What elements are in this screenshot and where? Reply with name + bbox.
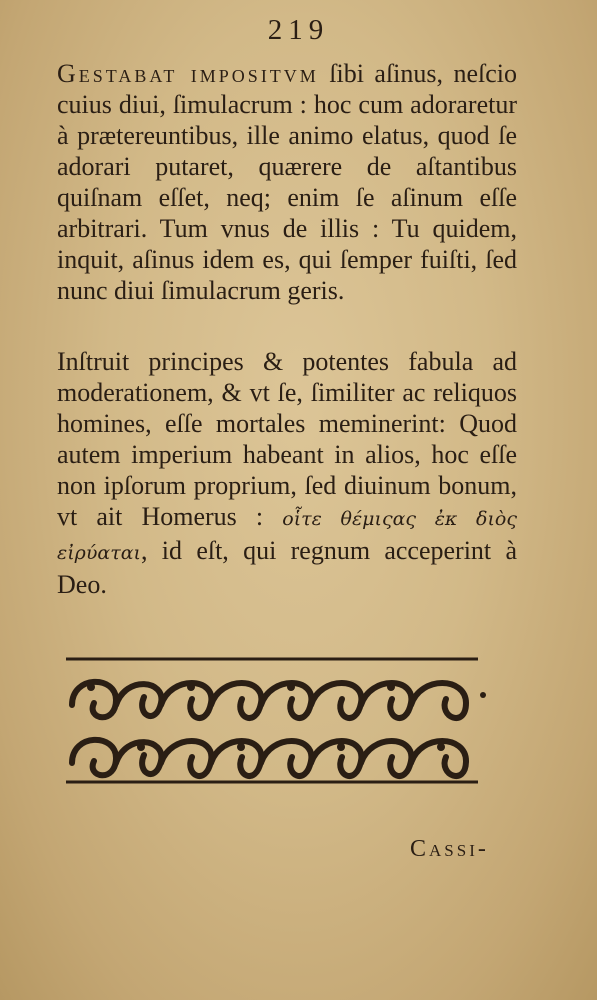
opening-words: Gestabat impositvm [57, 59, 319, 88]
moral-text: Inſtruit principes & potentes fabula ad moderationem, & vt ſe, ſimiliter ac reliquos homines, eſſe mortales meminerint: Quod autem imperium habeant in alios, hoc eſſe non ipſorum proprium, ſed diuinum bonum, vt ait Homerus : [57, 347, 517, 531]
decorative-ornament-band [66, 655, 486, 790]
moral-text-end: , id eſt, qui regnum acceperint à Deo. [57, 536, 517, 599]
greek-quotation: οἷτε θέμιςας ἐκ διὸς εἰρύαται [57, 508, 517, 564]
fable-text: ſibi aſinus, neſcio cuius diui, ſimulacrum : hoc cum adoraretur à prætereuntibus, ille animo elatus, quod ſe adorari putaret, quærere de aſtantibus quiſnam eſſet, neq; enim ſe aſinum eſſe arbitrari. Tum vnus de illis : Tu quidem, inquit, aſinus idem es, qui ſemper fuiſti, ſed nunc diui ſimulacrum geris. [57, 59, 517, 305]
fable-paragraph [57, 58, 517, 306]
moral-paragraph [57, 346, 517, 600]
page-number: 219 [267, 14, 330, 46]
catchword: Cassi- [410, 836, 489, 862]
